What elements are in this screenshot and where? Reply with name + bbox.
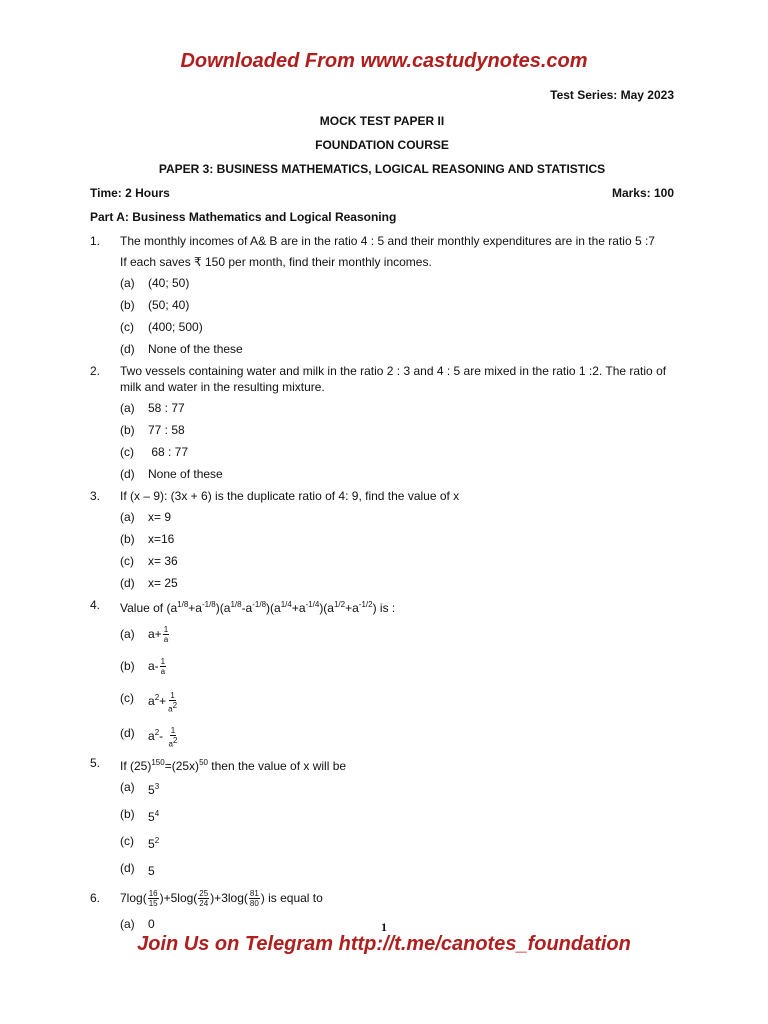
option-label: (d) <box>120 342 135 356</box>
time: Time: 2 Hours <box>90 186 170 200</box>
option-label: (a) <box>120 780 135 794</box>
option-label: (c) <box>120 834 134 848</box>
option-label: (b) <box>120 298 135 312</box>
option-label: (a) <box>120 510 135 524</box>
question-text: If $(25)^{150}=(25x)^{50}$ then the value of x will be <box>120 758 347 773</box>
telegram-banner: Join Us on Telegram http://t.me/canotes_foundation <box>137 933 631 955</box>
option <box>120 444 674 460</box>
option-label: (a) <box>120 276 135 290</box>
option <box>120 509 674 525</box>
option-label: (a) <box>120 917 135 931</box>
question-number: 2. <box>90 364 101 378</box>
time-marks-row <box>90 186 674 200</box>
question-text: The monthly incomes of A& B are in the ratio 4 : 5 and their monthly expenditures are in the ratio 5 :7 <box>120 234 655 248</box>
option-value: 5 <box>148 864 155 878</box>
option-value: $5^3$ <box>148 782 160 797</box>
option <box>120 400 674 416</box>
test-series: Test Series: May 2023 <box>550 88 674 102</box>
option-value: 68 : 77 <box>148 445 189 459</box>
option-label: (c) <box>120 554 134 568</box>
option <box>120 806 674 825</box>
option <box>120 575 674 591</box>
question-2 <box>90 363 674 395</box>
option <box>120 833 674 852</box>
option <box>120 779 674 798</box>
question-text: 7log( $\frac{16}{15}$ )+5log( $\frac{25}{24}$ )+3log( $\frac{81}{80}$ ) is equal to <box>120 889 323 909</box>
option <box>120 422 674 438</box>
question-1 <box>90 233 674 249</box>
option-value: None of the these <box>148 342 243 356</box>
question-5 <box>90 755 674 774</box>
option <box>120 319 674 335</box>
option <box>120 685 674 714</box>
question-4 <box>90 597 674 616</box>
option <box>120 653 674 679</box>
option-value: a- $\frac{1}{a}$ <box>148 657 166 677</box>
option <box>120 860 674 879</box>
option-value: 77 : 58 <box>148 423 185 437</box>
option-value: $5^2$ <box>148 836 160 851</box>
option-label: (d) <box>120 861 135 875</box>
option-label: (c) <box>120 320 134 334</box>
option-value: $5^4$ <box>148 809 160 824</box>
option <box>120 531 674 547</box>
question-number: 4. <box>90 598 101 612</box>
option-label: (a) <box>120 401 135 415</box>
question-number: 5. <box>90 756 101 770</box>
option-value: 58 : 77 <box>148 401 185 415</box>
download-banner: Downloaded From www.castudynotes.com <box>180 50 588 72</box>
option-label: (d) <box>120 467 135 481</box>
question-text-line2: If each saves ₹ 150 per month, find their monthly incomes. <box>120 255 432 269</box>
option-value: x= 36 <box>148 554 178 568</box>
option-value: x= 25 <box>148 576 178 590</box>
page-number: 1 <box>381 920 387 934</box>
question-text: If (x – 9): (3x + 6) is the duplicate ratio of 4: 9, find the value of x <box>120 489 460 503</box>
question-paper <box>90 88 674 938</box>
option <box>120 275 674 291</box>
course-title: FOUNDATION COURSE <box>315 138 449 152</box>
option-value: a+ $\frac{1}{a}$ <box>148 625 169 645</box>
option <box>120 297 674 313</box>
option-value: (400; 500) <box>148 320 203 334</box>
option-value: (50; 40) <box>148 298 190 312</box>
paper-title: PAPER 3: BUSINESS MATHEMATICS, LOGICAL REASONING AND STATISTICS <box>158 162 606 176</box>
question-6 <box>90 885 674 911</box>
option-label: (c) <box>120 691 134 705</box>
option <box>120 553 674 569</box>
question-number: 1. <box>90 234 101 248</box>
part-heading: Part A: Business Mathematics and Logical Reasoning <box>90 210 397 224</box>
option-value: x=16 <box>148 532 175 546</box>
mock-title: MOCK TEST PAPER II <box>319 114 445 128</box>
option <box>120 466 674 482</box>
marks: Marks: 100 <box>611 186 674 200</box>
option-label: (b) <box>120 423 135 437</box>
option <box>120 341 674 357</box>
option-label: (b) <box>120 532 135 546</box>
option-value: None of these <box>148 467 223 481</box>
option-label: (a) <box>120 627 135 641</box>
option-value: x= 9 <box>148 510 172 524</box>
question-text: Value of $(a^{1/8}+a^{-1/8})(a^{1/8}-a^{-1/8})(a^{1/4}+a^{-1/4})(a^{1/2}+a^{-1/2})$ is : <box>120 600 396 615</box>
option-label: (d) <box>120 726 135 740</box>
option-value: $a^2+$ $\frac{1}{a^2}$ <box>148 690 178 714</box>
option-label: (b) <box>120 659 135 673</box>
option-label: (c) <box>120 445 134 459</box>
question-text: Two vessels containing water and milk in the ratio 2 : 3 and 4 : 5 are mixed in the ratio 1 :2. The ratio of milk and water in the resulting mixture. <box>120 364 667 394</box>
question-number: 3. <box>90 489 101 503</box>
option-label: (d) <box>120 576 135 590</box>
option-value: 0 <box>148 917 155 931</box>
option <box>120 720 674 749</box>
option-value: $a^2-$ $\frac{1}{a^2}$ <box>148 725 178 749</box>
option-value: (40; 50) <box>148 276 190 290</box>
option-label: (b) <box>120 807 135 821</box>
question-number: 6. <box>90 891 101 905</box>
option <box>120 621 674 647</box>
question-3 <box>90 488 674 504</box>
